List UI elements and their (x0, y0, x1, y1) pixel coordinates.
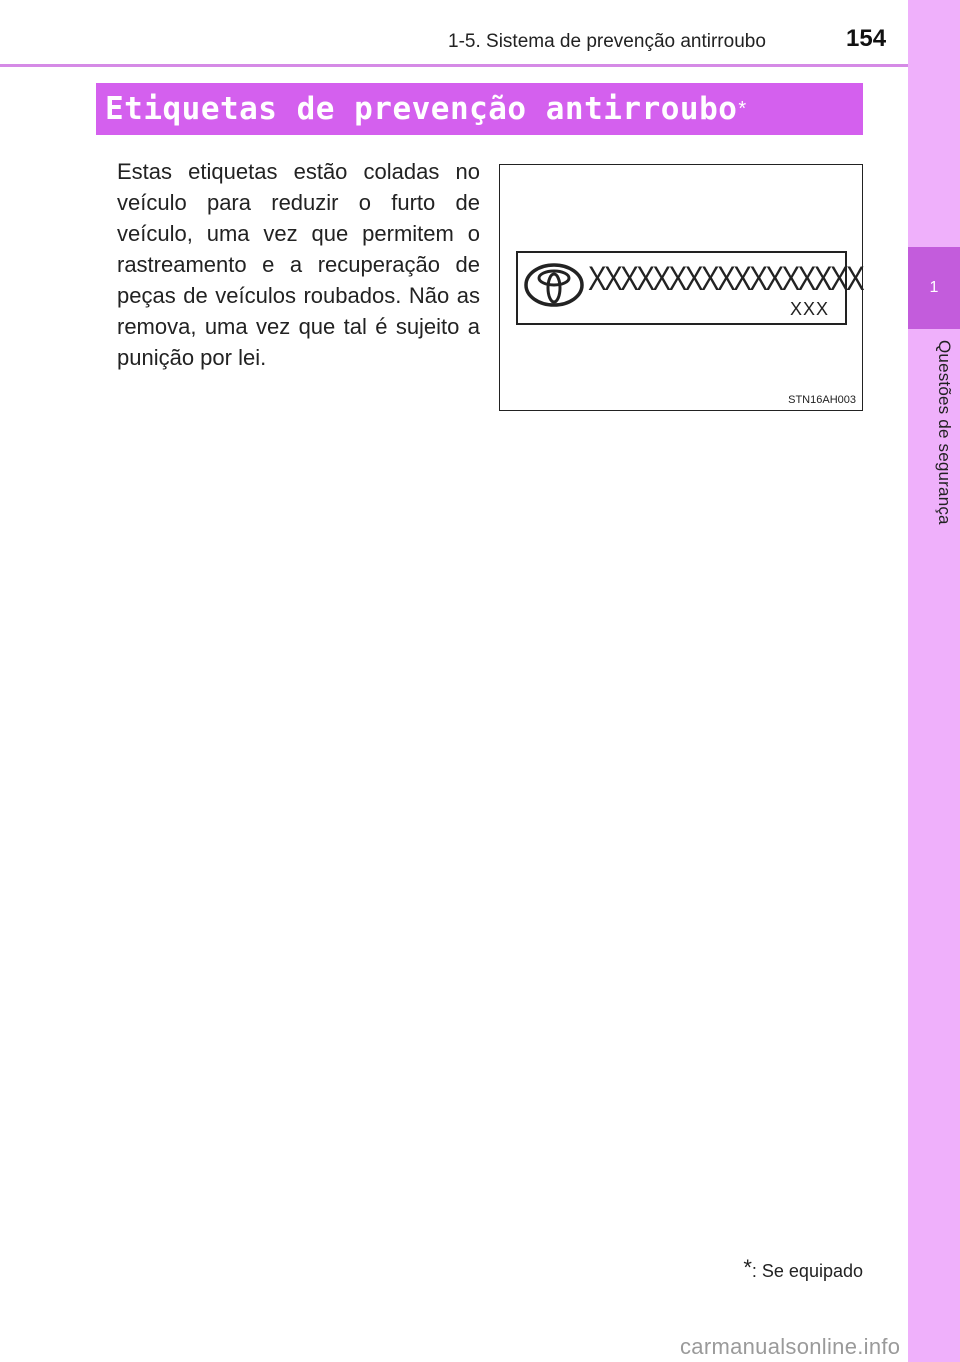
toyota-logo-icon (523, 261, 585, 309)
figure-id: STN16AH003 (788, 394, 856, 406)
footnote (743, 1255, 863, 1282)
page-number: 154 (846, 25, 887, 52)
side-strip (908, 0, 960, 1362)
heading-bar (96, 83, 863, 135)
section-title: 1-5. Sistema de prevenção antirroubo (448, 31, 766, 52)
label-code: XXXXXXXXXXXXXXXXX (588, 260, 863, 298)
watermark: carmanualsonline.info (680, 1334, 901, 1359)
chapter-number: 1 (929, 279, 939, 296)
chapter-tab[interactable] (908, 247, 960, 329)
heading-title: Etiquetas de prevenção antirroubo (105, 91, 738, 127)
heading-asterisk: * (738, 97, 747, 120)
footnote-asterisk: * (743, 1255, 752, 1280)
figure (499, 164, 863, 411)
header-rule (0, 64, 908, 67)
footnote-text: : Se equipado (751, 1261, 863, 1281)
chapter-title: Questões de segurança (935, 340, 954, 525)
label-sub: XXX (789, 299, 829, 319)
anti-theft-label (516, 251, 863, 325)
body-paragraph: Estas etiquetas estão coladas no veículo para reduzir o furto de veículo, uma vez que permitem o rastreamento e a recuperação de peças de veículos roubados. Não as remova, uma vez que tal é sujeito a punição por lei. (117, 159, 480, 370)
